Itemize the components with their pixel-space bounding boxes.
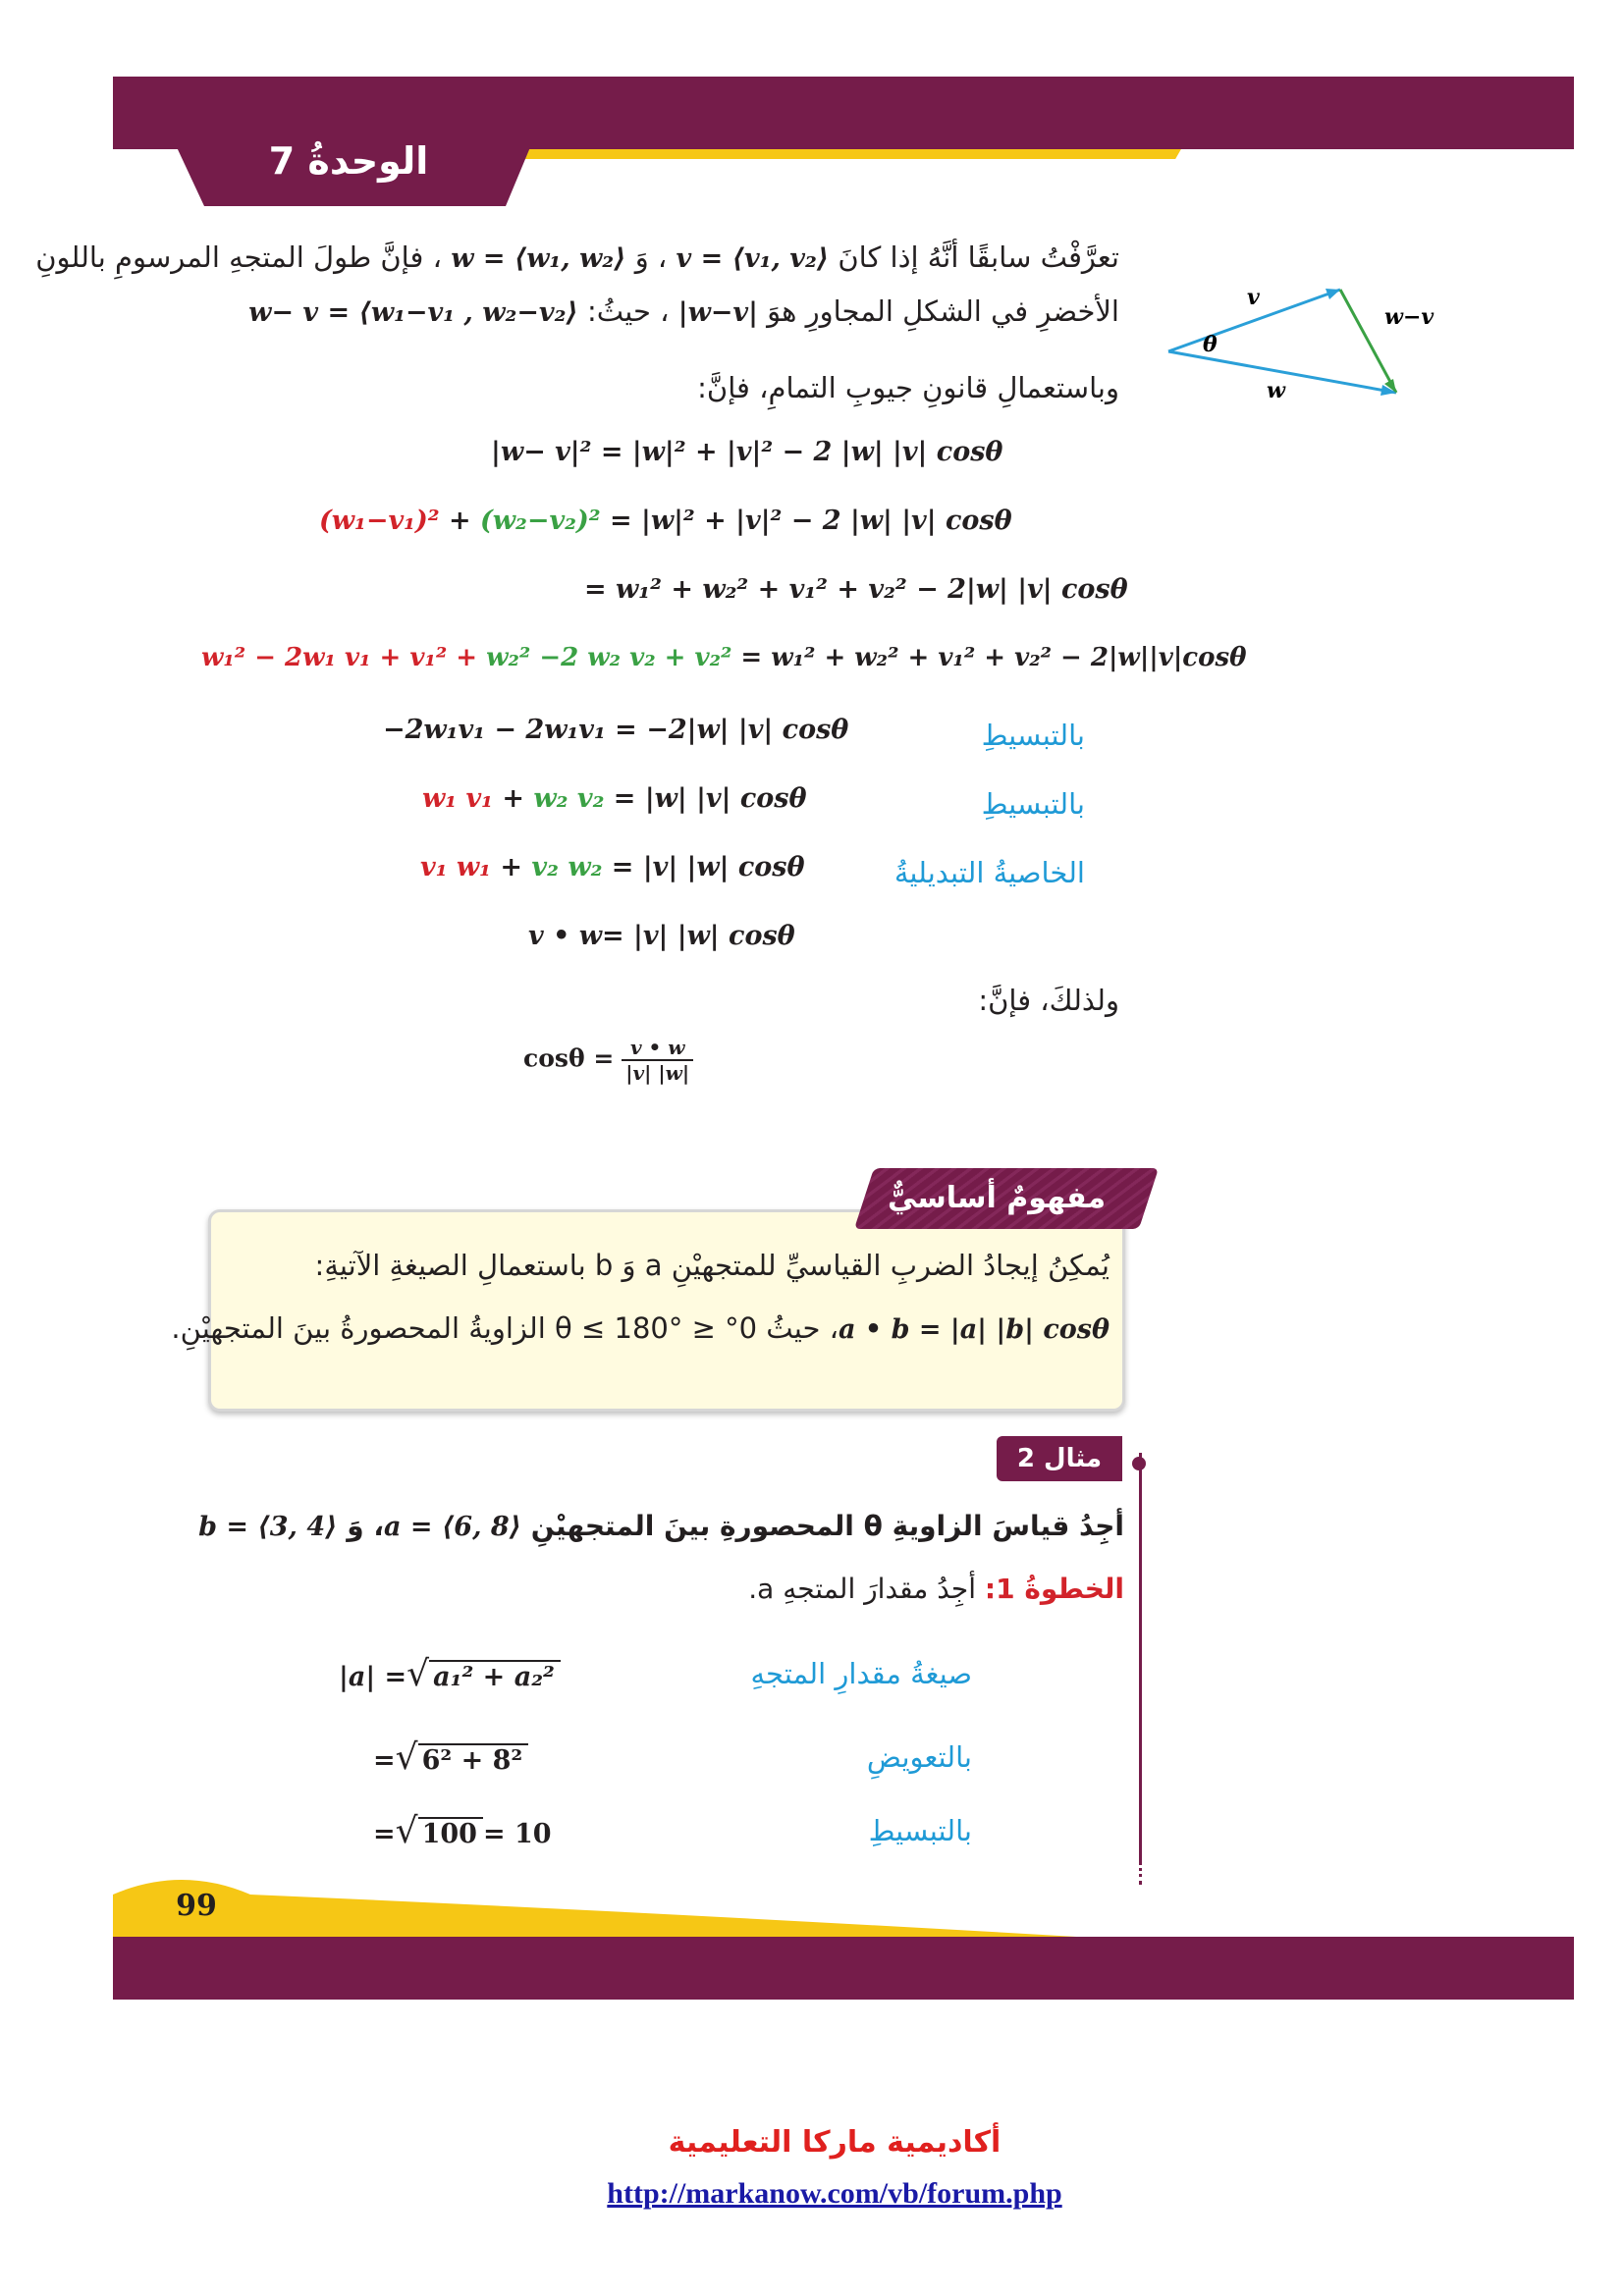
example-tab-label: مثال 2 bbox=[1016, 1444, 1103, 1473]
example-vertical-line bbox=[1139, 1453, 1142, 1865]
page-number: 99 bbox=[176, 1889, 217, 1923]
therefore-text: ولذلكَ، فإنَّ: bbox=[978, 984, 1119, 1017]
page-number-tab bbox=[113, 1875, 1193, 1944]
academy-name: أكاديمية ماركا التعليمية bbox=[668, 2125, 1001, 2160]
forum-link[interactable]: http://markanow.com/vb/forum.php bbox=[607, 2177, 1062, 2210]
unit-label: الوحدةُ 7 bbox=[268, 139, 429, 183]
vector-figure bbox=[1149, 275, 1473, 412]
derivation-step-6: w₁ v₁ + w₂ v₂ = |w| |v| cosθ bbox=[422, 783, 807, 814]
calc-line-2: =√ 6² + 8² bbox=[373, 1737, 528, 1778]
footer-band bbox=[113, 1937, 1574, 2000]
intro-line-1: تعرَّفْتُ سابقًا أنَّهُ إذا كانَ v = ⟨v₁, v₂⟩ ، وَ w = ⟨w₁, w₂⟩ ، فإنَّ طولَ المتجهِ المرسومِ باللونِ bbox=[35, 240, 1119, 274]
derivation-step-7: v₁ w₁ + v₂ w₂ = |v| |w| cosθ bbox=[420, 852, 805, 882]
intro-line-3: وباستعمالِ قانونِ جيوبِ التمامِ، فإنَّ: bbox=[697, 371, 1119, 404]
step-7-note: الخاصيةُ التبديليةُ bbox=[893, 856, 1085, 889]
step-5-note: بالتبسيطِ bbox=[981, 719, 1085, 752]
header-accent-line bbox=[508, 149, 1181, 159]
arrowhead-v-icon bbox=[1326, 289, 1340, 299]
concept-line-1: يُمكِنُ إيجادُ الضربِ القياسيِّ للمتجهيْنِ a وَ b باستعمالِ الصيغةِ الآتيةِ: bbox=[314, 1249, 1110, 1282]
intro-line-2: الأخضرِ في الشكلِ المجاورِ هوَ |w−v| ، حيثُ: w− v = ⟨w₁−v₁ , w₂−v₂⟩ bbox=[248, 294, 1119, 328]
example-dot-icon bbox=[1132, 1457, 1146, 1470]
figure-label-theta: θ bbox=[1203, 332, 1218, 357]
calc-line-1: |a| =√ a₁² + a₂² bbox=[339, 1654, 561, 1694]
figure-label-v: v bbox=[1247, 285, 1260, 310]
cos-theta-formula: cosθ = $\frac{v • w}{|v| |w|}$ bbox=[523, 1036, 693, 1085]
concept-line-2: a • b = |a| |b| cosθ، حيثُ 0° ≤ θ ≤ 180° الزاويةُ المحصورةُ بينَ المتجهيْنِ. bbox=[171, 1311, 1110, 1345]
derivation-step-8: v • w= |v| |w| cosθ bbox=[528, 921, 795, 951]
step-6-note: بالتبسيطِ bbox=[981, 787, 1085, 821]
concept-box bbox=[171, 1209, 1125, 1412]
derivation-step-5: −2w₁v₁ − 2w₁v₁ = −2|w| |v| cosθ bbox=[383, 715, 849, 745]
example-question: أجِدُ قياسَ الزاويةِ θ المحصورةِ بينَ المتجهيْنِ a = ⟨6, 8⟩، وَ b = ⟨3, 4⟩ bbox=[198, 1510, 1124, 1542]
calc-2-note: بالتعويضِ bbox=[866, 1740, 972, 1774]
figure-label-w-minus-v: w−v bbox=[1384, 304, 1435, 330]
derivation-step-4: w₁² − 2w₁ v₁ + v₁² + w₂² −2 w₂ v₂ + v₂² = w₁² + w₂² + v₁² + v₂² − 2|w||v|cosθ bbox=[201, 643, 1247, 672]
concept-tab-label: مفهومٌ أساسيٌّ bbox=[887, 1181, 1107, 1215]
calc-1-note: صيغةُ مقدارِ المتجهِ bbox=[750, 1657, 972, 1690]
calc-line-3: =√ 100 = 10 bbox=[373, 1811, 552, 1851]
calc-3-note: بالتبسيطِ bbox=[868, 1814, 972, 1847]
figure-label-w: w bbox=[1267, 378, 1285, 403]
example-step-1: الخطوةُ 1: أجِدُ مقدارَ المتجهِ a. bbox=[748, 1573, 1124, 1605]
derivation-step-3: = w₁² + w₂² + v₁² + v₂² − 2|w| |v| cosθ bbox=[584, 574, 1128, 605]
derivation-step-2: (w₁−v₁)² + (w₂−v₂)² = |w|² + |v|² − 2 |w| |v| cosθ bbox=[319, 506, 1012, 536]
derivation-step-1: |w− v|² = |w|² + |v|² − 2 |w| |v| cosθ bbox=[491, 437, 1003, 467]
